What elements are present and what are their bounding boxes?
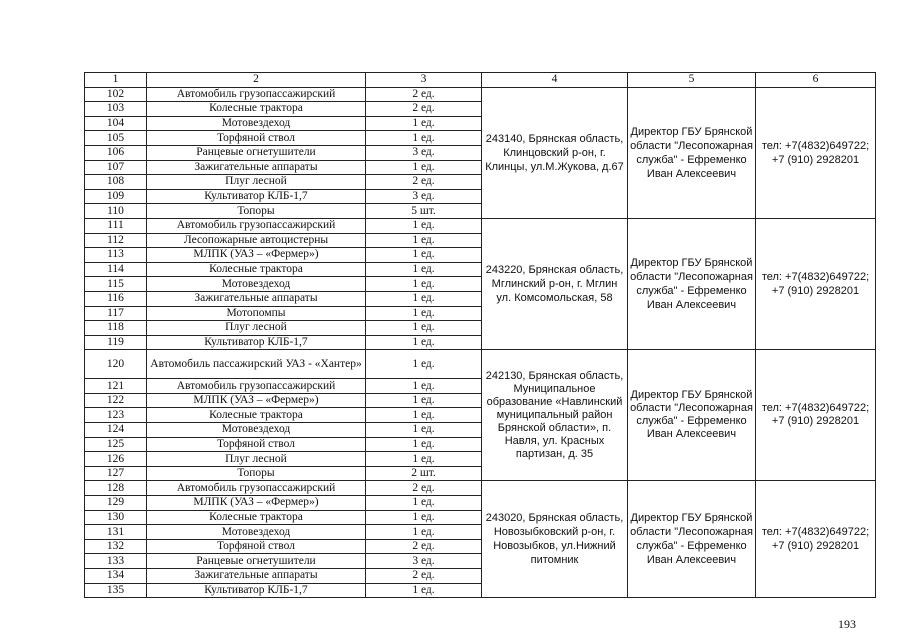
- equipment-name: Топоры: [147, 204, 366, 219]
- equipment-name: Культиватор КЛБ-1,7: [147, 335, 366, 350]
- equipment-name: Торфяной ствол: [147, 539, 366, 554]
- quantity: 1 ед.: [366, 321, 482, 336]
- quantity: 1 ед.: [366, 408, 482, 423]
- quantity: 1 ед.: [366, 393, 482, 408]
- director-cell: Директор ГБУ Брянской области "Лесопожарная служба" - Ефременко Иван Алексеевич: [628, 218, 756, 349]
- row-number: 115: [85, 277, 147, 292]
- equipment-name: Колесные трактора: [147, 408, 366, 423]
- row-number: 105: [85, 131, 147, 146]
- quantity: 1 ед.: [366, 306, 482, 321]
- equipment-name: Мотовездеход: [147, 423, 366, 438]
- equipment-name: Автомобиль грузопассажирский: [147, 87, 366, 102]
- row-number: 134: [85, 569, 147, 584]
- quantity: 2 шт.: [366, 466, 482, 481]
- row-number: 121: [85, 379, 147, 394]
- header-cell: 1: [85, 73, 147, 88]
- quantity: 3 ед.: [366, 189, 482, 204]
- table-row: [85, 218, 876, 233]
- row-number: 127: [85, 466, 147, 481]
- quantity: 1 ед.: [366, 379, 482, 394]
- equipment-name: Культиватор КЛБ-1,7: [147, 189, 366, 204]
- quantity: 2 ед.: [366, 481, 482, 496]
- quantity: 1 ед.: [366, 496, 482, 511]
- row-number: 118: [85, 321, 147, 336]
- quantity: 1 ед.: [366, 437, 482, 452]
- table-row: [85, 481, 876, 496]
- header-cell: 5: [628, 73, 756, 88]
- row-number: 106: [85, 145, 147, 160]
- row-number: 119: [85, 335, 147, 350]
- row-number: 112: [85, 233, 147, 248]
- equipment-name: Торфяной ствол: [147, 131, 366, 146]
- quantity: 1 ед.: [366, 291, 482, 306]
- row-number: 126: [85, 452, 147, 467]
- header-cell: 3: [366, 73, 482, 88]
- quantity: 1 ед.: [366, 525, 482, 540]
- equipment-name: Лесопожарные автоцистерны: [147, 233, 366, 248]
- quantity: 3 ед.: [366, 145, 482, 160]
- row-number: 133: [85, 554, 147, 569]
- header-cell: 2: [147, 73, 366, 88]
- row-number: 103: [85, 102, 147, 117]
- quantity: 3 ед.: [366, 554, 482, 569]
- quantity: 1 ед.: [366, 350, 482, 379]
- quantity: 1 ед.: [366, 423, 482, 438]
- row-number: 122: [85, 393, 147, 408]
- quantity: 5 шт.: [366, 204, 482, 219]
- row-number: 124: [85, 423, 147, 438]
- equipment-name: Колесные трактора: [147, 262, 366, 277]
- row-number: 117: [85, 306, 147, 321]
- phone-cell: тел: +7(4832)649722; +7 (910) 2928201: [756, 218, 876, 349]
- equipment-name: Мотовездеход: [147, 525, 366, 540]
- quantity: 1 ед.: [366, 510, 482, 525]
- equipment-name: Мотовездеход: [147, 116, 366, 131]
- director-cell: Директор ГБУ Брянской области "Лесопожарная служба" - Ефременко Иван Алексеевич: [628, 481, 756, 598]
- equipment-name: Колесные трактора: [147, 102, 366, 117]
- equipment-name: Автомобиль грузопассажирский: [147, 481, 366, 496]
- page-number: 193: [838, 617, 856, 631]
- quantity: 1 ед.: [366, 218, 482, 233]
- row-number: 129: [85, 496, 147, 511]
- equipment-name: Культиватор КЛБ-1,7: [147, 583, 366, 598]
- quantity: 2 ед.: [366, 87, 482, 102]
- director-cell: Директор ГБУ Брянской области "Лесопожарная служба" - Ефременко Иван Алексеевич: [628, 87, 756, 218]
- equipment-name: МЛПК (УАЗ – «Фермер»): [147, 248, 366, 263]
- table-row: [85, 87, 876, 102]
- equipment-name: Зажигательные аппараты: [147, 291, 366, 306]
- equipment-name: МЛПК (УАЗ – «Фермер»): [147, 393, 366, 408]
- header-cell: 6: [756, 73, 876, 88]
- quantity: 1 ед.: [366, 335, 482, 350]
- equipment-name: Автомобиль пассажирский УАЗ - «Хантер»: [147, 350, 366, 379]
- quantity: 1 ед.: [366, 116, 482, 131]
- address-cell: 243220, Брянская область, Мглинский р-он, г. Мглин ул. Комсомольская, 58: [482, 218, 628, 349]
- row-number: 108: [85, 175, 147, 190]
- row-number: 135: [85, 583, 147, 598]
- phone-cell: тел: +7(4832)649722; +7 (910) 2928201: [756, 350, 876, 481]
- quantity: 1 ед.: [366, 160, 482, 175]
- quantity: 2 ед.: [366, 569, 482, 584]
- row-number: 128: [85, 481, 147, 496]
- equipment-name: Торфяной ствол: [147, 437, 366, 452]
- equipment-name: Автомобиль грузопассажирский: [147, 218, 366, 233]
- equipment-table: [84, 72, 876, 598]
- equipment-name: Зажигательные аппараты: [147, 569, 366, 584]
- row-number: 102: [85, 87, 147, 102]
- equipment-name: Топоры: [147, 466, 366, 481]
- table-row: [85, 350, 876, 379]
- equipment-name: Ранцевые огнетушители: [147, 554, 366, 569]
- equipment-name: Зажигательные аппараты: [147, 160, 366, 175]
- address-cell: 243020, Брянская область, Новозыбковский р-он, г. Новозыбков, ул.Нижний питомник: [482, 481, 628, 598]
- row-number: 116: [85, 291, 147, 306]
- equipment-name: Колесные трактора: [147, 510, 366, 525]
- quantity: 1 ед.: [366, 233, 482, 248]
- phone-cell: тел: +7(4832)649722; +7 (910) 2928201: [756, 87, 876, 218]
- row-number: 111: [85, 218, 147, 233]
- row-number: 125: [85, 437, 147, 452]
- row-number: 120: [85, 350, 147, 379]
- row-number: 109: [85, 189, 147, 204]
- header-row: [85, 73, 876, 88]
- equipment-name: МЛПК (УАЗ – «Фермер»): [147, 496, 366, 511]
- address-cell: 242130, Брянская область, Муниципальное образование «Навлинский муниципальный район Брянской области», п. Навля, ул. Красных партизан, д. 35: [482, 350, 628, 481]
- director-cell: Директор ГБУ Брянской области "Лесопожарная служба" - Ефременко Иван Алексеевич: [628, 350, 756, 481]
- quantity: 1 ед.: [366, 583, 482, 598]
- address-cell: 243140, Брянская область, Клинцовский р-он, г. Клинцы, ул.М.Жукова, д.67: [482, 87, 628, 218]
- quantity: 1 ед.: [366, 277, 482, 292]
- row-number: 104: [85, 116, 147, 131]
- header-cell: 4: [482, 73, 628, 88]
- equipment-name: Мотовездеход: [147, 277, 366, 292]
- quantity: 1 ед.: [366, 131, 482, 146]
- equipment-name: Плуг лесной: [147, 452, 366, 467]
- quantity: 1 ед.: [366, 262, 482, 277]
- row-number: 113: [85, 248, 147, 263]
- equipment-name: Ранцевые огнетушители: [147, 145, 366, 160]
- quantity: 2 ед.: [366, 539, 482, 554]
- row-number: 132: [85, 539, 147, 554]
- quantity: 1 ед.: [366, 452, 482, 467]
- equipment-name: Мотопомпы: [147, 306, 366, 321]
- quantity: 2 ед.: [366, 102, 482, 117]
- row-number: 114: [85, 262, 147, 277]
- row-number: 107: [85, 160, 147, 175]
- equipment-name: Плуг лесной: [147, 321, 366, 336]
- quantity: 1 ед.: [366, 248, 482, 263]
- equipment-name: Плуг лесной: [147, 175, 366, 190]
- equipment-name: Автомобиль грузопассажирский: [147, 379, 366, 394]
- quantity: 2 ед.: [366, 175, 482, 190]
- row-number: 123: [85, 408, 147, 423]
- row-number: 131: [85, 525, 147, 540]
- row-number: 110: [85, 204, 147, 219]
- phone-cell: тел: +7(4832)649722; +7 (910) 2928201: [756, 481, 876, 598]
- row-number: 130: [85, 510, 147, 525]
